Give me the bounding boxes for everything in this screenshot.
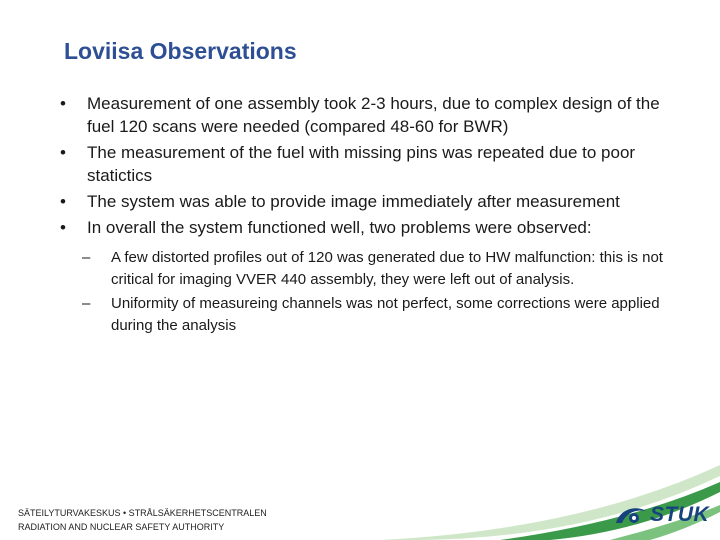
bullet-marker: • — [60, 94, 66, 113]
bullet-marker: • — [60, 218, 66, 237]
bullet-item — [58, 92, 678, 138]
green-swoosh-decoration — [380, 460, 720, 540]
slide-content — [58, 92, 678, 339]
stuk-emblem-icon — [614, 503, 648, 527]
bullet-text: In overall the system functioned well, two problems were observed: — [87, 218, 592, 237]
footer-line-names: SÄTEILYTURVAKESKUS • STRÅLSÄKERHETSCENTRALEN — [18, 508, 267, 518]
footer-organization — [18, 506, 267, 534]
footer-line-authority: RADIATION AND NUCLEAR SAFETY AUTHORITY — [18, 522, 225, 532]
sub-bullet-item — [58, 293, 678, 337]
logo-text: STUK — [650, 503, 710, 526]
bullet-text: The measurement of the fuel with missing pins was repeated due to poor statictics — [87, 143, 636, 185]
bullet-text: The system was able to provide image immediately after measurement — [87, 192, 620, 211]
stuk-logo — [614, 503, 709, 527]
slide-title: Loviisa Observations — [64, 38, 297, 64]
bullet-item — [58, 141, 678, 187]
sub-bullet-list — [58, 247, 678, 337]
sub-bullet-text: A few distorted profiles out of 120 was generated due to HW malfunction: this is not critical for imaging VVER 440 assembly, they were left out of analysis. — [111, 249, 663, 288]
bullet-item — [58, 190, 678, 213]
bullet-marker: • — [60, 192, 66, 211]
bullet-item — [58, 216, 678, 239]
sub-bullet-marker: – — [82, 295, 91, 312]
bullet-text: Measurement of one assembly took 2-3 hours, due to complex design of the fuel 120 scans were needed (compared 48-60 for BWR) — [87, 94, 660, 136]
sub-bullet-marker: – — [82, 249, 91, 266]
sub-bullet-text: Uniformity of measureing channels was not perfect, some corrections were applied during the analysis — [111, 295, 660, 334]
bullet-marker: • — [60, 143, 66, 162]
sub-bullet-item — [58, 247, 678, 291]
